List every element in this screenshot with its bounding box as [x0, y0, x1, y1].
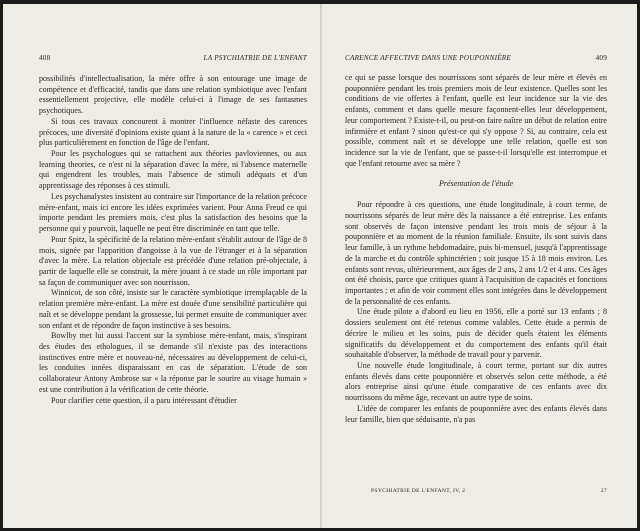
paragraph: L'idée de comparer les enfants de pouponnière avec des enfants élevés dans leur famille, bien que séduisante, n'a pas	[345, 403, 607, 424]
paragraph: Pour les psychologues qui se rattachent aux théories pavloviennes, ou aux learning theories, ce n'est ni la séparation d'avec la mère, ni l'absence maternelle qui engendrent les troubles, mais l'absence de stimuli adéquats et d'un apprentissage des réponses à ces stimuli.	[39, 149, 307, 191]
paragraph: Si tous ces travaux concourent à montrer l'influence néfaste des carences précoces, une diversité d'opinions existe quant à la nature de la « carence » et ceci plus particulièrement en fonction de l'âge de l'enfant.	[39, 116, 307, 148]
paragraph: Pour clarifier cette question, il a paru intéressant d'étudier	[51, 395, 237, 405]
paragraph: Winnicot, de son côté, insiste sur le caractère symbiotique irremplaçable de la relation première mère-enfant. La mère est douée d'une sensibilité particulière qui naît et se développe pendant la grossesse, lui permet ensuite de communiquer avec son enfant et de répondre de façon instinctive à ses besoins.	[39, 288, 307, 330]
paragraph: Pour répondre à ces questions, une étude longitudinale, à court terme, de nourrissons séparés de leur mère dès la naissance a été entreprise. Les enfants sont observés de façon intensive pendant les trois mois de séjour à la pouponnière et au moment de la réunion familiale. Ensuite, ils sont suivis dans leur famille, à un rythme hebdomadaire, puis bi-mensuel, jusqu'à l'apprentissage de la marche et du contrôle sphinctérien ; soit jusque 15 à 18 mois environ. Les enfants sont revus, ultérieurement, aux âges de 2 ans, 2 ans 1/2 et 4 ans. Ces âges ont été choisis, parce que critiques quant à l'acquisition de capacités et fonctions importantes ; et afin de voir comment elles sont intégrées dans le développement de la personnalité de ces enfants.	[345, 200, 607, 306]
paragraph: Une nouvelle étude longitudinale, à court terme, portant sur dix autres enfants élevés dans cette pouponnière et observés selon cette méthode, a été alors entreprise ainsi qu'une étude comparative de ces enfants avec dix nourrissons du même âge, recevant un autre type de soins.	[345, 360, 607, 403]
paragraph: Une étude pilote a d'abord eu lieu en 1956, elle a porté sur 13 enfants ; 8 dossiers seulement ont été retenus comme valables. Cette étude a permis de décrire le milieu et les soins, puis de décider quels étaient les éléments significatifs du développement et du comportement des enfants qu'il était souhaitable d'observer, la méthode de travail pour y parvenir.	[345, 307, 607, 360]
right-running-title: CARENCE AFFECTIVE DANS UNE POUPONNIÈRE	[345, 54, 511, 62]
left-page	[3, 4, 321, 528]
left-running-head	[39, 54, 307, 62]
right-body-text	[345, 73, 607, 425]
right-page	[321, 4, 637, 528]
paragraph: possibilités d'intellectualisation, la mère offre à son entourage une image de compétence et d'efficacité, tandis que dans une relation symbiotique avec l'enfant essentiellement projective, elle modèle celui-ci à l'image de ses fantasmes psychotiques.	[39, 74, 307, 116]
section-title: Présentation de l'étude	[438, 179, 514, 189]
footer-signature: 27	[600, 488, 607, 494]
paragraph: Les psychanalystes insistent au contraire sur l'importance de la relation précoce mère-enfant, mais ici encore les idées exprimées varient. Pour Anna Freud ce qui importe pendant les premiers mois, c'est plus la satisfaction des besoins que la personne qui y pourvoit, laquelle ne peut être discriminée en tant que telle.	[39, 191, 307, 234]
footer-journal: PSYCHIATRIE DE L'ENFANT, IV, 2	[371, 488, 466, 494]
left-page-number: 408	[39, 54, 51, 62]
paragraph: Pour Spitz, la spécificité de la relation mère-enfant s'établit autour de l'âge de 8 mois, signée par l'apparition d'angoisse à la vue de l'étranger et à la séparation d'avec la mère. La relation objectale est précédée d'une relation pré-objectale, à partir de laquelle elle se construit, la mère jouant à ce stade un rôle important par sa façon de communiquer avec son nourrisson.	[39, 234, 307, 287]
left-running-title: LA PSYCHIATRIE DE L'ENFANT	[203, 54, 307, 62]
page-footer	[345, 488, 607, 494]
paragraph: ce qui se passe lorsque des nourrissons sont séparés de leur mère et élevés en pouponnière pendant les trois premiers mois de leur existence. Quelles sont les conditions de vie offertes à l'enfant, quelle est leur incidence sur la vie des enfants, comment et dans quelle mesure façonnent-elles leur développement, leur comportement ? Existe-t-il, ou peut-on faire naître un début de relation entre infirmière et enfant ? sinon qu'est-ce qui s'y oppose ? Si, au contraire, cela est possible, comment naît et se développe une telle relation, quelle est son incidence sur la vie de l'enfant, que se passe-t-il lorsqu'elle est interrompue et que l'enfant retourne avec sa mère ?	[345, 73, 607, 168]
right-page-number: 409	[595, 54, 607, 62]
book-spread	[3, 4, 637, 528]
paragraph: Bowlby met lui aussi l'accent sur la symbiose mère-enfant, mais, s'inspirant des études des ethologues, il se demande s'il n'existe pas des interactions instinctives entre mère et nouveau-né, nécessaires au développement de celui-ci, les conduites innées disparaissant en cas de séparation. L'étude de son collaborateur Antony Ambrose sur « la réponse par le sourire au visage humain » est une contribution à la vérification de cette théorie.	[39, 331, 307, 394]
left-body-text	[39, 74, 307, 406]
right-running-head	[345, 54, 607, 62]
